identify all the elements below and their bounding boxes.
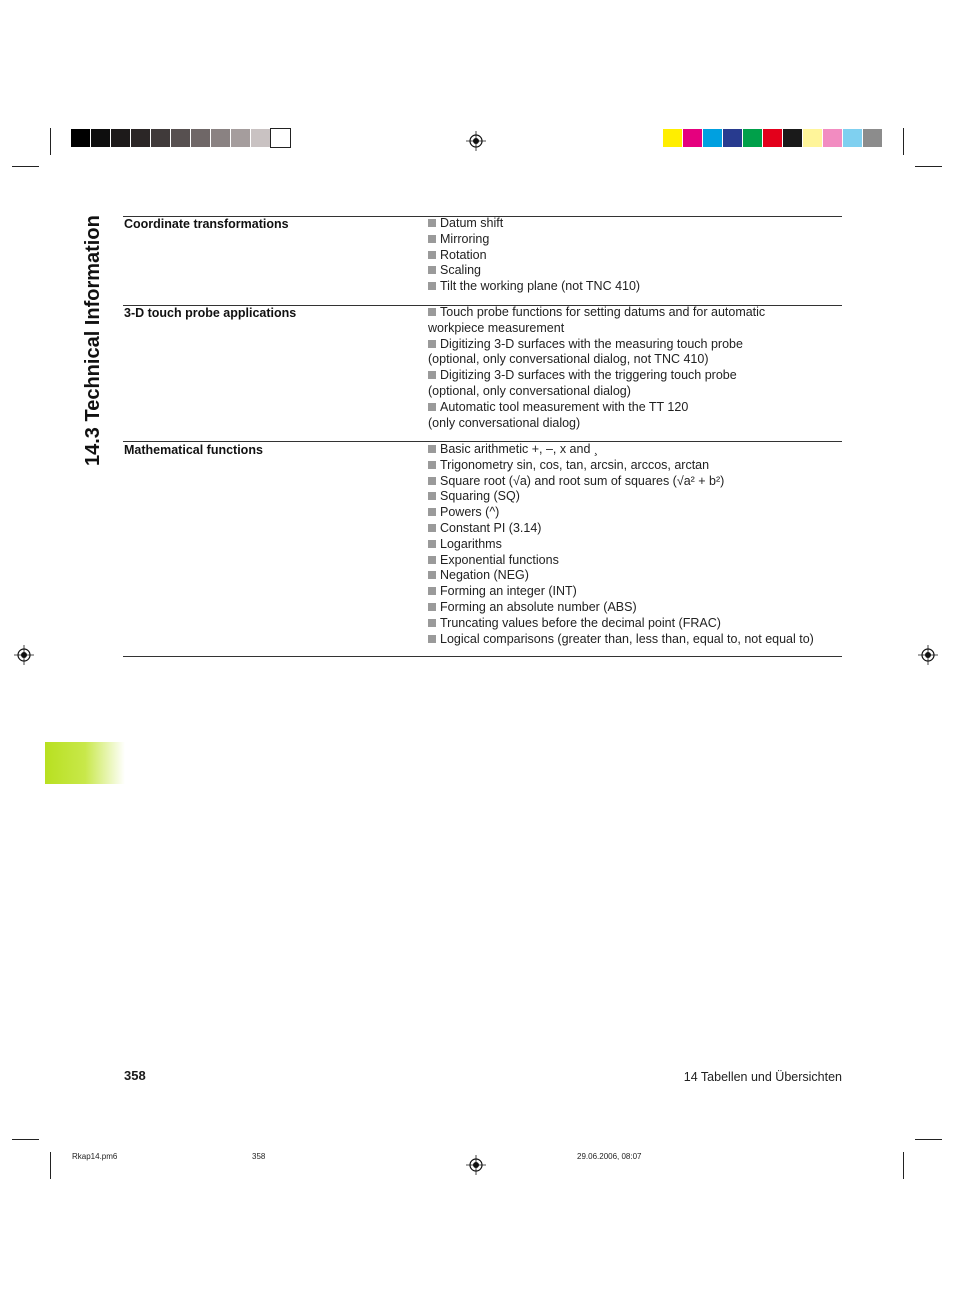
list-item — [428, 600, 848, 616]
color-swatch — [783, 129, 802, 147]
color-swatch — [131, 129, 150, 147]
list-item — [428, 537, 848, 553]
color-swatch — [231, 129, 250, 147]
list-item-text: Datum shift — [440, 216, 504, 230]
crop-mark — [903, 128, 904, 155]
list-item-text: (only conversational dialog) — [428, 415, 581, 430]
list-item-text: Negation (NEG) — [440, 568, 529, 583]
color-swatch — [803, 129, 822, 147]
list-item — [428, 321, 848, 337]
list-item — [428, 337, 848, 353]
list-item-text: Digitizing 3-D surfaces with the measuring touch probe — [440, 336, 743, 351]
square-bullet-icon — [428, 308, 436, 316]
list-item — [428, 384, 848, 400]
crop-mark — [50, 1152, 51, 1179]
list-item-text: Scaling — [440, 263, 481, 278]
square-bullet-icon — [428, 603, 436, 611]
list-item-text: Touch probe functions for setting datums and for automatic — [440, 305, 766, 319]
color-swatch — [743, 129, 762, 147]
list-item — [428, 616, 848, 632]
color-swatch — [823, 129, 842, 147]
color-swatch — [703, 129, 722, 147]
slug-filename: Rkap14.pm6 — [72, 1152, 118, 1161]
list-item — [428, 368, 848, 384]
color-swatch — [271, 129, 290, 147]
color-swatch — [723, 129, 742, 147]
list-item — [428, 568, 848, 584]
list-item — [428, 232, 848, 248]
color-swatch — [91, 129, 110, 147]
list-item — [428, 553, 848, 569]
color-swatch — [111, 129, 130, 147]
list-item-text: Trigonometry sin, cos, tan, arcsin, arccos, arctan — [440, 457, 710, 472]
side-chapter-title: 14.3 Technical Information — [82, 215, 104, 466]
page-number: 358 — [124, 1068, 146, 1083]
section-title-coordinate-transformations: Coordinate transformations — [124, 217, 289, 231]
color-swatch — [683, 129, 702, 147]
list-item-text: Logical comparisons (greater than, less than, equal to, not equal to) — [440, 631, 814, 646]
list-item — [428, 505, 848, 521]
square-bullet-icon — [428, 556, 436, 564]
list-item-text: Constant PI (3.14) — [440, 520, 542, 535]
crop-mark — [12, 1139, 39, 1140]
list-item-text: Forming an absolute number (ABS) — [440, 599, 637, 614]
color-swatch — [663, 129, 682, 147]
square-bullet-icon — [428, 371, 436, 379]
list-item — [428, 352, 848, 368]
square-bullet-icon — [428, 282, 436, 290]
list-item-text: Logarithms — [440, 536, 502, 551]
color-swatch — [863, 129, 882, 147]
square-bullet-icon — [428, 219, 436, 227]
square-bullet-icon — [428, 266, 436, 274]
square-bullet-icon — [428, 340, 436, 348]
color-swatch — [763, 129, 782, 147]
square-bullet-icon — [428, 445, 436, 453]
registration-mark-icon — [466, 131, 486, 151]
square-bullet-icon — [428, 403, 436, 411]
list-item — [428, 416, 848, 432]
list-item — [428, 263, 848, 279]
registration-mark-icon — [918, 645, 938, 665]
square-bullet-icon — [428, 635, 436, 643]
color-swatch — [251, 129, 270, 147]
section-title-mathematical-functions: Mathematical functions — [124, 443, 263, 457]
section-title-touch-probe: 3-D touch probe applications — [124, 306, 297, 320]
square-bullet-icon — [428, 251, 436, 259]
square-bullet-icon — [428, 461, 436, 469]
list-item-text: Forming an integer (INT) — [440, 584, 577, 599]
slug-page: 358 — [252, 1152, 266, 1161]
list-item — [428, 489, 848, 505]
list-item — [428, 305, 848, 321]
list-item-text: Basic arithmetic +, –, x and ¸ — [440, 442, 599, 456]
list-item-text: Mirroring — [440, 231, 490, 246]
square-bullet-icon — [428, 492, 436, 500]
section-divider — [123, 656, 842, 657]
list-item — [428, 584, 848, 600]
list-item — [428, 474, 848, 490]
list-item-text: (optional, only conversational dialog, not TNC 410) — [428, 352, 709, 367]
chapter-tab-marker — [45, 742, 125, 784]
square-bullet-icon — [428, 587, 436, 595]
color-swatch — [843, 129, 862, 147]
list-item — [428, 216, 848, 232]
crop-mark — [12, 166, 39, 167]
list-item-text: Powers (^) — [440, 505, 500, 520]
list-item — [428, 458, 848, 474]
list-item-text: Rotation — [440, 247, 487, 262]
color-swatch — [211, 129, 230, 147]
section-items-mathematical-functions — [428, 442, 848, 647]
crop-mark — [50, 128, 51, 155]
list-item — [428, 400, 848, 416]
list-item-text: Automatic tool measurement with the TT 120 — [440, 399, 689, 414]
list-item — [428, 279, 848, 295]
list-item — [428, 248, 848, 264]
color-swatch — [191, 129, 210, 147]
color-swatch — [171, 129, 190, 147]
list-item-text: Square root (√a) and root sum of squares (√a² + b²) — [440, 473, 725, 488]
square-bullet-icon — [428, 571, 436, 579]
square-bullet-icon — [428, 477, 436, 485]
crop-mark — [903, 1152, 904, 1179]
list-item-text: Digitizing 3-D surfaces with the triggering touch probe — [440, 368, 737, 383]
chapter-footer: 14 Tabellen und Übersichten — [683, 1070, 842, 1084]
list-item-text: Squaring (SQ) — [440, 489, 520, 504]
section-items-coordinate-transformations — [428, 216, 848, 295]
list-item-text: Tilt the working plane (not TNC 410) — [440, 279, 641, 294]
crop-mark — [915, 1139, 942, 1140]
list-item-text: Truncating values before the decimal point (FRAC) — [440, 615, 721, 630]
list-item — [428, 521, 848, 537]
square-bullet-icon — [428, 235, 436, 243]
square-bullet-icon — [428, 540, 436, 548]
slug-date: 29.06.2006, 08:07 — [577, 1152, 642, 1161]
list-item-text: workpiece measurement — [428, 320, 565, 335]
color-swatch — [151, 129, 170, 147]
registration-mark-icon — [14, 645, 34, 665]
square-bullet-icon — [428, 619, 436, 627]
list-item — [428, 442, 848, 458]
square-bullet-icon — [428, 508, 436, 516]
list-item-text: Exponential functions — [440, 552, 559, 567]
list-item — [428, 632, 848, 648]
square-bullet-icon — [428, 524, 436, 532]
color-swatch — [71, 129, 90, 147]
crop-mark — [915, 166, 942, 167]
registration-mark-icon — [466, 1155, 486, 1175]
list-item-text: (optional, only conversational dialog) — [428, 383, 631, 398]
section-items-touch-probe — [428, 305, 848, 431]
